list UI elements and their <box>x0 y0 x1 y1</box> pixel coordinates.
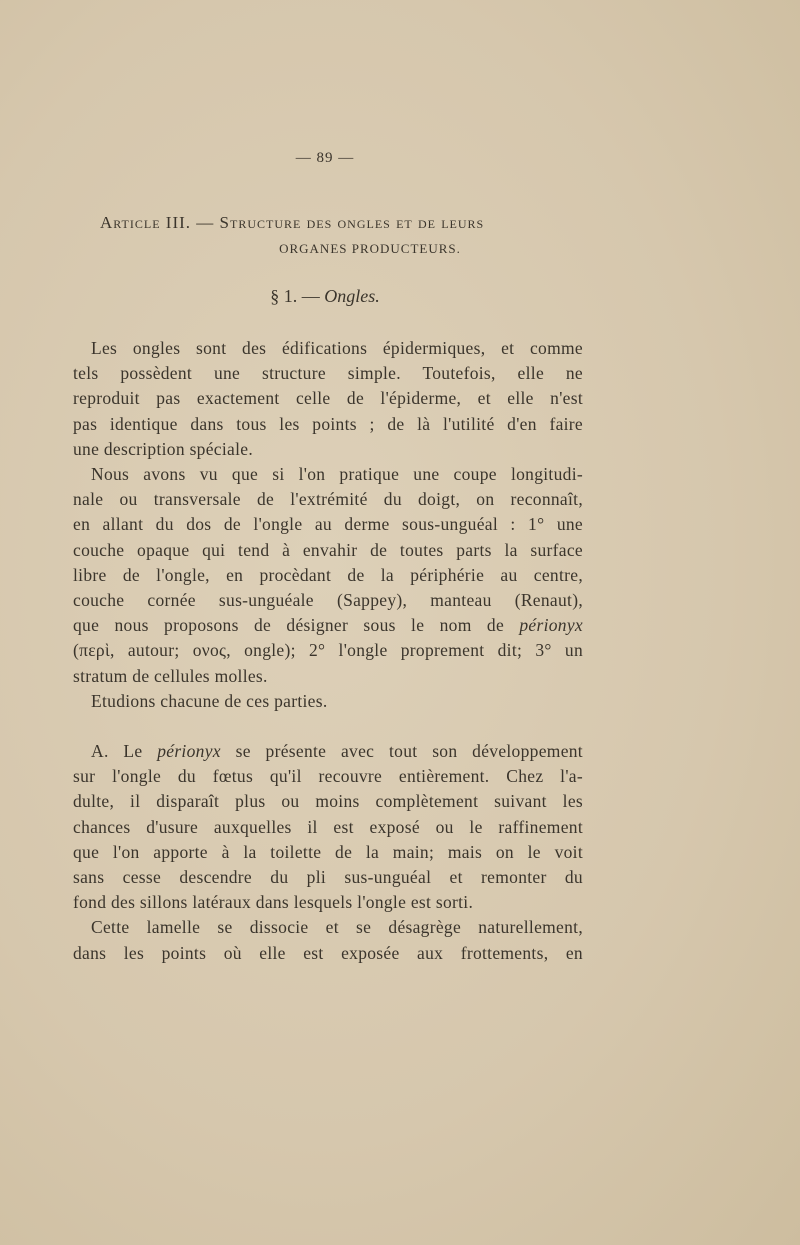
article-heading-line2: ORGANES PRODUCTEURS. <box>279 241 461 256</box>
text-line: une description spéciale. <box>73 438 254 459</box>
text-line: A. Le périonyx se présente avec tout son développement <box>91 741 583 762</box>
text-line: que l'on apporte à la toilette de la main; mais on le voit <box>73 841 583 862</box>
text-line: dulte, il disparaît plus ou moins complètement suivant les <box>73 791 583 812</box>
article-heading-line1: Article III. — Structure des ongles et de leurs <box>100 213 485 232</box>
text-line: stratum de cellules molles. <box>73 665 268 686</box>
text-line: (περὶ, autour; ονος, ongle); 2° l'ongle proprement dit; 3° un <box>73 640 583 661</box>
text-line: Etudions chacune de ces parties. <box>91 690 328 711</box>
text-line: pas identique dans tous les points ; de là l'utilité d'en faire <box>73 413 583 434</box>
article-heading <box>100 213 580 257</box>
text-line: chances d'usure auxquelles il est exposé ou le raffinement <box>73 816 583 837</box>
text-line: fond des sillons latéraux dans lesquels l'ongle est sorti. <box>73 892 474 913</box>
text-line: libre de l'ongle, en procèdant de la périphérie au centre, <box>73 564 583 585</box>
section-title: Ongles. <box>324 286 380 306</box>
text-line: Nous avons vu que si l'on pratique une coupe longitudi- <box>91 464 583 485</box>
text-line: que nous proposons de désigner sous le nom de périonyx <box>73 615 583 636</box>
section-heading <box>0 286 650 307</box>
body-text <box>73 336 583 966</box>
text-line: Cette lamelle se dissocie et se désagrège naturellement, <box>91 917 583 938</box>
perionyx-term: périonyx <box>157 741 221 762</box>
text-line: reproduit pas exactement celle de l'épiderme, et elle n'est <box>73 388 583 409</box>
text-line: Les ongles sont des édifications épidermiques, et comme <box>91 338 583 358</box>
text-line: en allant du dos de l'ongle au derme sous-unguéal : 1° une <box>73 514 583 535</box>
text-line: dans les points où elle est exposée aux frottements, en <box>73 942 583 963</box>
text-line: sans cesse descendre du pli sus-unguéal et remonter du <box>73 867 583 888</box>
section-number: § 1. — <box>270 286 320 306</box>
page-number: — 89 — <box>295 150 355 166</box>
text-line: tels possèdent une structure simple. Toutefois, elle ne <box>73 363 583 384</box>
text-line: couche opaque qui tend à envahir de toutes parts la surface <box>73 539 583 560</box>
perionyx-term: périonyx <box>519 615 583 636</box>
text-line: couche cornée sus-unguéale (Sappey), manteau (Renaut), <box>73 590 583 611</box>
text-line: nale ou transversale de l'extrémité du doigt, on reconnaît, <box>73 489 583 510</box>
text-line: sur l'ongle du fœtus qu'il recouvre entièrement. Chez l'a- <box>73 766 583 787</box>
